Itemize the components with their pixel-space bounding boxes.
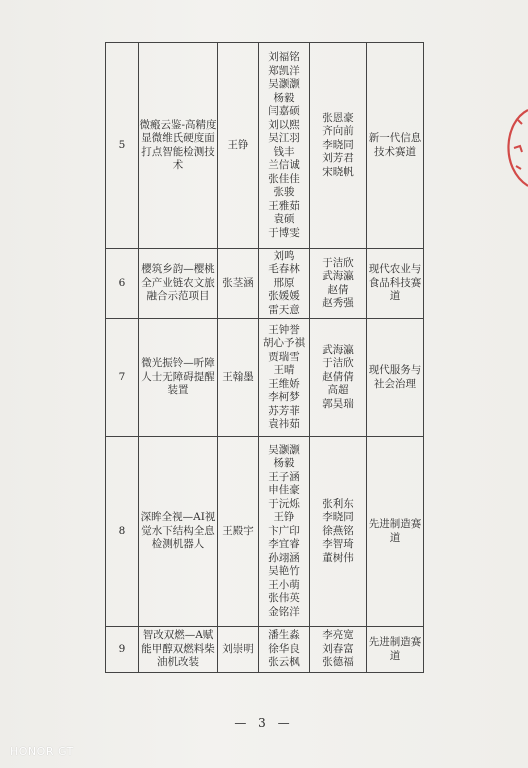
- competition-track: 先进制造赛道: [367, 627, 424, 673]
- person-name: 雷天意: [268, 303, 300, 316]
- person-name: 申佳豪: [268, 484, 300, 497]
- person-name: 王晴: [273, 364, 295, 376]
- person-name: 李晓同: [322, 138, 354, 151]
- project-name: 樱筑乡韵—樱桃全产业链农文旅融合示范项目: [139, 249, 218, 319]
- person-name: 吴灏灏: [268, 443, 300, 456]
- project-name: 智改双燃—A赋能甲醇双燃料柴油机改装: [139, 627, 218, 673]
- table-row: [106, 43, 424, 249]
- person-name: 武海瀛: [322, 270, 354, 282]
- project-leader: 王铮: [218, 43, 259, 249]
- person-name: 李亮宽: [322, 629, 354, 642]
- person-name: 张云枫: [268, 656, 300, 669]
- table-row: [106, 627, 424, 673]
- person-name: 刘春富: [322, 642, 354, 655]
- person-name: 高超: [327, 384, 349, 397]
- person-name: 于博雯: [268, 226, 300, 239]
- advisors: [310, 43, 367, 249]
- person-name: 赵倩倩: [322, 370, 354, 383]
- person-name: 毛春林: [268, 263, 300, 276]
- team-members: [259, 249, 310, 319]
- project-leader: 刘崇明: [218, 627, 259, 673]
- person-name: 郭昊瑞: [322, 397, 354, 410]
- person-name: 张德福: [322, 656, 354, 669]
- table-row: [106, 319, 424, 437]
- person-name: 邢原: [273, 276, 295, 289]
- project-name: 深眸全视—AI视觉水下结构全息检测机器人: [139, 437, 218, 627]
- person-name: 张媛媛: [268, 290, 300, 303]
- row-index: 8: [106, 437, 139, 627]
- person-name: 张骏: [273, 186, 295, 198]
- person-name: 杨毅: [273, 457, 295, 470]
- person-name: 王雅茹: [268, 199, 300, 212]
- person-name: 于洁欣: [322, 256, 354, 269]
- advisors: [310, 627, 367, 673]
- row-index: 9: [106, 627, 139, 673]
- row-index: 5: [106, 43, 139, 249]
- person-name: 金铭洋: [268, 605, 300, 618]
- person-name: 潘生淼: [268, 629, 300, 642]
- team-members: [259, 437, 310, 627]
- competition-track: 现代农业与食品科技赛道: [367, 249, 424, 319]
- person-name: 董树伟: [322, 551, 354, 564]
- person-name: 刘以熙: [268, 118, 300, 131]
- person-name: 李宜睿: [268, 538, 300, 551]
- person-name: 钱丰: [273, 145, 295, 158]
- advisors: [310, 249, 367, 319]
- team-members: [259, 319, 310, 437]
- project-name: 微瘢云鉴-高精度显微维氏硬度面打点智能检测技术: [139, 43, 218, 249]
- person-name: 于沅烁: [268, 497, 300, 510]
- person-name: 王维娇: [268, 377, 300, 390]
- table-row: [106, 249, 424, 319]
- person-name: 兰信诚: [268, 159, 300, 171]
- project-leader: 王翰墨: [218, 319, 259, 437]
- person-name: 王铮: [273, 511, 295, 524]
- table-row: [106, 437, 424, 627]
- person-name: 赵倩: [327, 283, 349, 296]
- team-members: [259, 627, 310, 673]
- person-name: 王子涵: [268, 470, 300, 483]
- person-name: 齐向前: [322, 125, 354, 138]
- page-number: — 3 —: [234, 716, 294, 730]
- competition-track: 现代服务与社会治理: [367, 319, 424, 437]
- person-name: 张伟英: [268, 592, 300, 605]
- person-name: 刘福铭: [268, 51, 300, 63]
- person-name: 胡心予祺: [263, 337, 305, 349]
- project-leader: 张茎涵: [218, 249, 259, 319]
- person-name: 卞广印: [268, 524, 300, 537]
- person-name: 武海瀛: [322, 343, 354, 356]
- row-index: 6: [106, 249, 139, 319]
- person-name: 徐燕铭: [322, 524, 354, 537]
- person-name: 张利东: [322, 497, 354, 510]
- person-name: 刘鸣: [273, 249, 295, 262]
- person-name: 赵秀强: [322, 297, 354, 309]
- person-name: 闫嘉硕: [268, 105, 300, 117]
- person-name: 杨毅: [273, 91, 295, 104]
- team-members: [259, 43, 310, 249]
- project-name: 微光振铃—听障人士无障碍提醒装置: [139, 319, 218, 437]
- project-table-body: [106, 43, 424, 673]
- person-name: 徐华良: [268, 642, 300, 655]
- seal-mark: [514, 120, 522, 169]
- person-name: 袁祎茹: [268, 418, 300, 430]
- device-watermark: HONOR GT: [10, 745, 74, 758]
- person-name: 李智琦: [322, 538, 354, 551]
- person-name: 李柯梦: [268, 391, 300, 403]
- project-leader: 王殿宇: [218, 437, 259, 627]
- person-name: 于洁欣: [322, 357, 354, 370]
- person-name: 宋晓帆: [322, 165, 354, 178]
- red-seal-stamp: [500, 108, 528, 188]
- advisors: [310, 319, 367, 437]
- person-name: 孙翊涵: [268, 551, 300, 564]
- competition-track: 先进制造赛道: [367, 437, 424, 627]
- person-name: 苏芳菲: [268, 404, 300, 417]
- person-name: 张恩豪: [322, 111, 354, 124]
- advisors: [310, 437, 367, 627]
- person-name: 袁硕: [273, 213, 295, 225]
- person-name: 张佳佳: [268, 172, 300, 185]
- person-name: 刘芳君: [322, 152, 354, 165]
- row-index: 7: [106, 319, 139, 437]
- project-table: [105, 42, 424, 673]
- person-name: 吴江羽: [268, 132, 300, 144]
- person-name: 王钟誉: [268, 323, 300, 336]
- person-name: 李晓同: [322, 511, 354, 524]
- person-name: 贾瑞雪: [268, 350, 300, 363]
- person-name: 郑凯洋: [268, 64, 300, 77]
- competition-track: 新一代信息技术赛道: [367, 43, 424, 249]
- person-name: 吴艳竹: [268, 565, 300, 578]
- person-name: 吴灏灏: [268, 78, 300, 90]
- person-name: 王小萌: [268, 578, 300, 591]
